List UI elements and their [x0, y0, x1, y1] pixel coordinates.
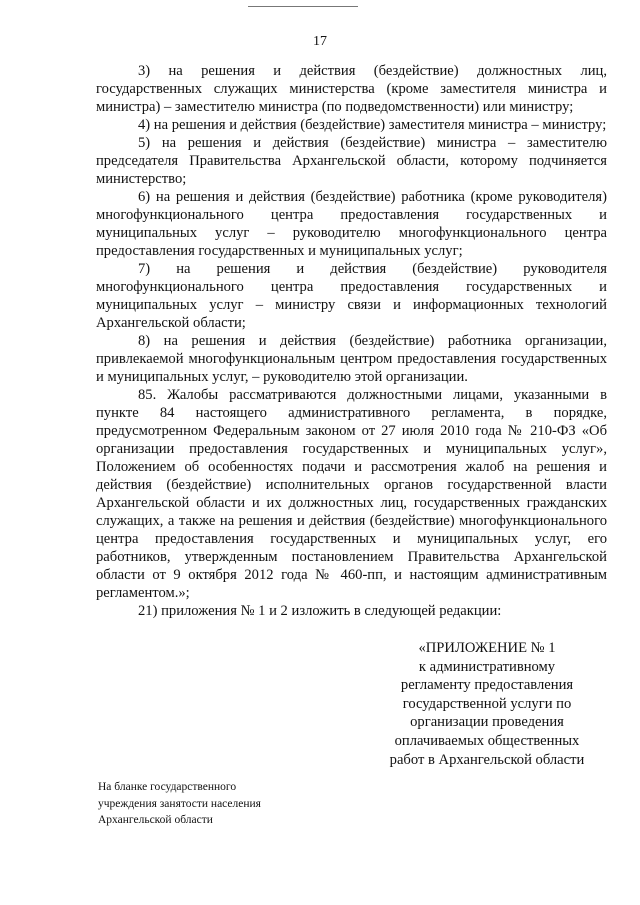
paragraph-item-8: 8) на решения и действия (бездействие) работника организации, привлекаемой многофункциональным центром предоставления государственных и муниципальных услуг, – руководителю этой организации. — [96, 333, 607, 385]
page-number: 17 — [313, 34, 327, 49]
appendix-line: регламенту предоставления — [400, 677, 574, 694]
letterhead-line: учреждения занятости населения — [98, 797, 261, 810]
paragraph-item-6: 6) на решения и действия (бездействие) работника (кроме руководителя) многофункционального центра предоставления государственных и муниципальных услуг – руководителю многофункционального центра предоставления государственных и муниципальных услуг; — [96, 189, 607, 259]
appendix-line: государственной услуги по — [402, 695, 572, 712]
appendix-line: работ в Архангельской области — [389, 751, 585, 768]
appendix-line: оплачиваемых общественных — [394, 732, 580, 749]
appendix-line: организации проведения — [410, 714, 564, 731]
paragraph-item-4: 4) на решения и действия (бездействие) заместителя министра – министру; — [138, 117, 607, 133]
paragraph-item-5: 5) на решения и действия (бездействие) министра – заместителю председателя Правительства Архангельской области, которому подчиняется министерство; — [96, 135, 607, 187]
appendix-heading — [352, 639, 622, 769]
paragraph-21: 21) приложения № 1 и 2 изложить в следующей редакции: — [138, 603, 502, 619]
paragraph-85: 85. Жалобы рассматриваются должностными лицами, указанными в пункте 84 настоящего административного регламента, в порядке, предусмотренном Федеральным законом от 27 июля 2010 года № 210-ФЗ «Об организации предоставления государственных и муниципальных услуг», Положением об особенностях подачи и рассмотрения жалоб на решения и действия (бездействие) исполнительных органов государственной власти Архангельской области и их должностных лиц, государственных гражданских служащих, а также на решения и действия (бездействие) многофункционального центра предоставления государственных и муниципальных услуг, его работников, утвержденным постановлением Правительства Архангельской области от 9 октября 2012 года № 460-пп, и настоящим административным регламентом.»; — [96, 387, 607, 601]
appendix-line: к административному — [418, 658, 556, 675]
top-rule — [248, 6, 358, 7]
letterhead-line: Архангельской области — [98, 814, 213, 826]
appendix-line: «ПРИЛОЖЕНИЕ № 1 — [418, 640, 556, 656]
letterhead-line: На бланке государственного — [98, 781, 237, 793]
body-text — [96, 62, 607, 620]
paragraph-item-7: 7) на решения и действия (бездействие) руководителя многофункционального центра предоставления государственных и муниципальных услуг – министру связи и информационных технологий Архангельской области; — [96, 261, 607, 331]
paragraph-item-3: 3) на решения и действия (бездействие) должностных лиц, государственных служащих министерства (кроме заместителя министра и министра) – заместителю министра (по подведомственности) или министру; — [96, 63, 607, 115]
letterhead-note — [98, 779, 358, 829]
